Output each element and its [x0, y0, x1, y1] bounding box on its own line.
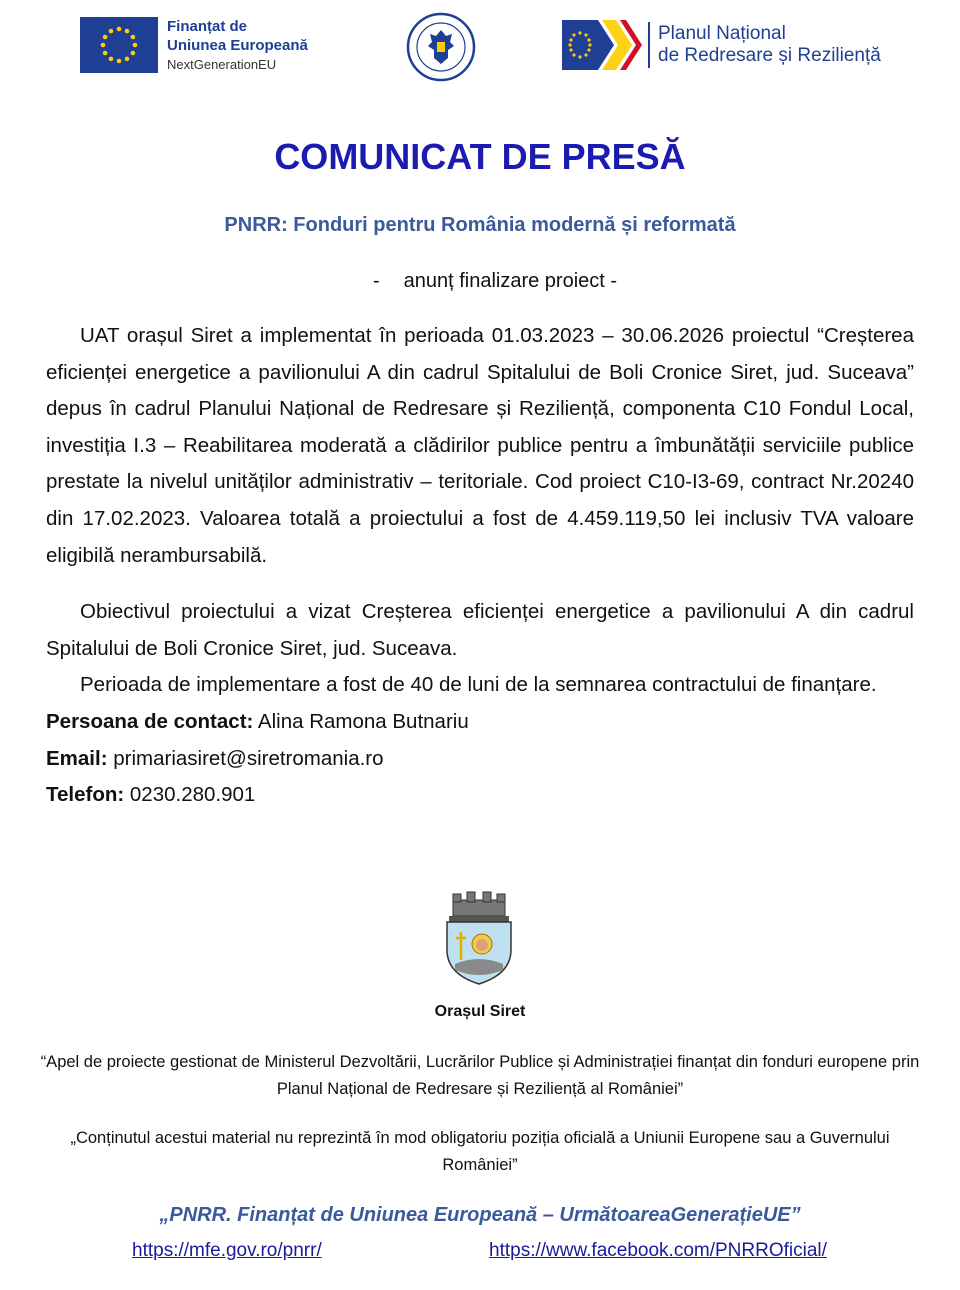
facebook-link[interactable]: https://www.facebook.com/PNRROficial/ [489, 1240, 827, 1261]
announce-dash: - [372, 270, 380, 292]
pnrr-flag-arrow-icon [562, 20, 642, 70]
announce-line [0, 270, 960, 293]
contact-phone-label: Telefon: [46, 783, 125, 807]
page-subtitle: PNRR: Fonduri pentru România modernă și reformată [224, 214, 736, 236]
pnrr-logo-text [658, 23, 881, 67]
pnrr-divider [648, 22, 650, 68]
contact-email-label: Email: [46, 746, 108, 770]
eu-logo-line2: Uniunea Europeană [167, 36, 308, 54]
eu-logo-line1: Finanțat de [167, 17, 248, 35]
announce-text: anunț finalizare proiect - [403, 270, 618, 292]
contact-phone-value: 0230.280.901 [129, 783, 256, 807]
paragraph-implementation-period: Perioada de implementare a fost de 40 de luni de la semnarea contractului de finanțare. [80, 673, 877, 697]
paragraph-objective: Obiectivul proiectului a vizat Creșterea eficienței energetice a pavilionului A din cadrul Spitalului de Boli Cronice Siret, jud. Suceava. [46, 600, 914, 660]
pnrr-logo [562, 20, 881, 70]
page-title: COMUNICAT DE PRESĂ [274, 136, 686, 177]
paragraph-project-description: UAT orașul Siret a implementat în perioada 01.03.2023 – 30.06.2026 proiectul “Creșterea eficienței energetice a pavilionului A din cadrul Spitalului de Boli Cronice Siret, jud. Suceava” depus în cadrul Planului Național de Redresare și Reziliență, componenta C10 Fondul Local, investiția I.3 – Reabilitarea moderată a clădirilor publice pentru a îmbunătății serviciile publice prestate la nivelul unităților administrativ – teritoriale. Cod proiect C10-I3-69, contract Nr.20240 din 17.02.2023. Valoarea totală a proiectului a fost de 4.459.119,50 lei inclusiv TVA valoare eligibilă nerambursabilă. [46, 324, 914, 567]
siret-coat-of-arms-icon [439, 890, 519, 986]
contact-person-value: Alina Ramona Butnariu [257, 709, 469, 733]
footnote-funding: “Apel de proiecte gestionat de Ministerul Dezvoltării, Lucrărilor Publice și Administrației finanțat din fonduri europene prin Planul Național de Redresare și Reziliență al României” [40, 1053, 920, 1098]
eu-flag-icon [80, 17, 158, 73]
press-release-body [46, 318, 914, 814]
pnrr-slogan: „PNRR. Finanțat de Uniunea Europeană – UrmătoareaGenerațieUE” [159, 1204, 801, 1226]
eu-funding-logo [80, 16, 308, 74]
header [0, 0, 960, 100]
eu-logo-text [167, 17, 308, 74]
eu-logo-line3: NextGenerationEU [167, 56, 277, 72]
government-seal-icon [406, 12, 476, 82]
mfe-link[interactable]: https://mfe.gov.ro/pnrr/ [132, 1240, 322, 1261]
contact-email-value[interactable]: primariasiret@siretromania.ro [113, 746, 384, 770]
footnote-disclaimer: „Conținutul acestui material nu reprezintă în mod obligatoriu poziția oficială a Uniunii Europene sau a Guvernului României” [70, 1129, 890, 1174]
crest-label: Orașul Siret [434, 1003, 526, 1020]
pnrr-logo-line1: Planul Național [658, 23, 786, 44]
contact-phone [46, 777, 914, 814]
contact-person [46, 704, 914, 741]
contact-person-label: Persoana de contact: [46, 709, 254, 733]
contact-email [46, 741, 914, 778]
pnrr-logo-line2: de Redresare și Reziliență [658, 45, 881, 66]
